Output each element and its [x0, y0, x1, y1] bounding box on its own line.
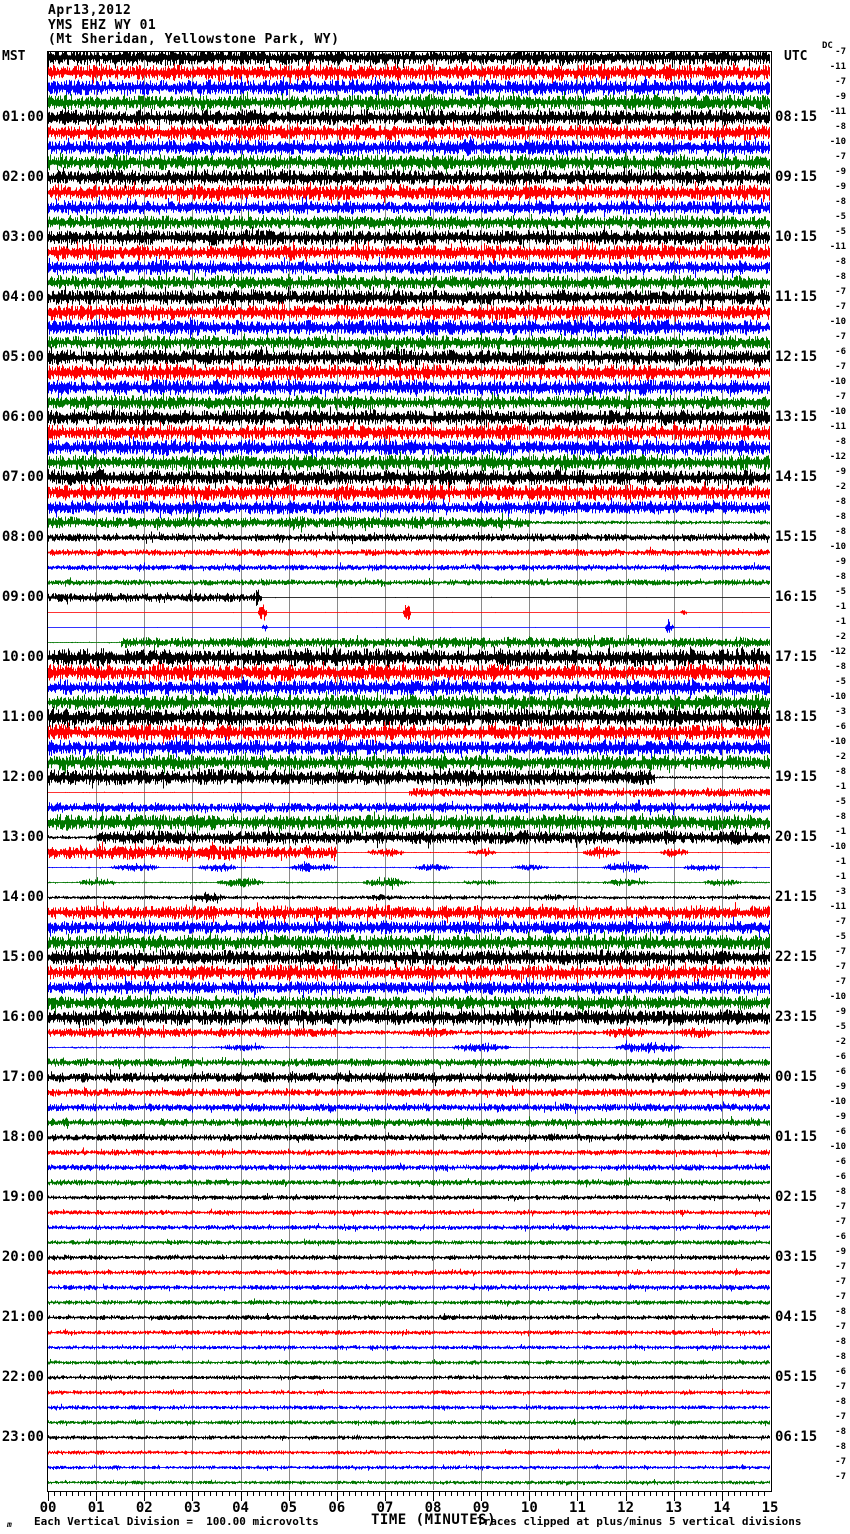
utc-label: 06:15	[775, 1429, 818, 1445]
dc-value: -10	[829, 377, 846, 387]
dc-value: -8	[835, 767, 846, 777]
mst-label: 02:00	[1, 169, 44, 185]
footer-mark: m	[7, 1520, 12, 1529]
dc-value: -8	[835, 1187, 846, 1197]
x-tick-label: 10	[520, 1500, 538, 1516]
x-tick-label: 13	[665, 1500, 683, 1516]
dc-value: -6	[835, 347, 846, 357]
dc-value: -7	[835, 1472, 846, 1482]
dc-value: -8	[835, 662, 846, 672]
dc-value: -6	[835, 722, 846, 732]
dc-value: -1	[835, 827, 846, 837]
dc-value: -6	[835, 1232, 846, 1242]
x-tick-label: 09	[472, 1500, 490, 1516]
dc-header-label: DC	[822, 41, 833, 51]
utc-label: 21:15	[775, 889, 818, 905]
dc-value: -7	[835, 1217, 846, 1227]
dc-value: -11	[829, 107, 846, 117]
dc-value: -7	[835, 947, 846, 957]
utc-label: 23:15	[775, 1009, 818, 1025]
dc-value: -8	[835, 437, 846, 447]
dc-value: -10	[829, 737, 846, 747]
dc-value: -6	[835, 1367, 846, 1377]
dc-value: -9	[835, 1112, 846, 1122]
time-axis-title: TIME (MINUTES)	[371, 1512, 497, 1528]
dc-value: -8	[835, 1352, 846, 1362]
mst-label: 09:00	[1, 589, 44, 605]
utc-label: 10:15	[775, 229, 818, 245]
utc-label: 02:15	[775, 1189, 818, 1205]
dc-value: -5	[835, 932, 846, 942]
dc-value: -6	[835, 1052, 846, 1062]
mst-label: 04:00	[1, 289, 44, 305]
dc-value: -1	[835, 857, 846, 867]
mst-label: 08:00	[1, 529, 44, 545]
dc-value: -9	[835, 557, 846, 567]
utc-label: 03:15	[775, 1249, 818, 1265]
mst-label: 06:00	[1, 409, 44, 425]
dc-value: -7	[835, 362, 846, 372]
mst-label: 20:00	[1, 1249, 44, 1265]
dc-value: -7	[835, 1322, 846, 1332]
x-tick-label: 00	[39, 1500, 57, 1516]
dc-value: -2	[835, 632, 846, 642]
mst-label: 17:00	[1, 1069, 44, 1085]
dc-value: -9	[835, 1082, 846, 1092]
mst-label: 13:00	[1, 829, 44, 845]
dc-value: -7	[835, 287, 846, 297]
mst-label: 12:00	[1, 769, 44, 785]
dc-value: -7	[835, 392, 846, 402]
dc-value: -11	[829, 902, 846, 912]
dc-value: -7	[835, 152, 846, 162]
x-tick-label: 05	[280, 1500, 298, 1516]
dc-value: -8	[835, 812, 846, 822]
utc-label: 20:15	[775, 829, 818, 845]
dc-value: -7	[835, 977, 846, 987]
dc-value: -12	[829, 452, 846, 462]
dc-value: -1	[835, 782, 846, 792]
dc-value: -11	[829, 422, 846, 432]
dc-value: -8	[835, 197, 846, 207]
dc-value: -2	[835, 752, 846, 762]
dc-value: -7	[835, 1277, 846, 1287]
mst-label: 01:00	[1, 109, 44, 125]
dc-value: -5	[835, 227, 846, 237]
dc-value: -10	[829, 1097, 846, 1107]
dc-value: -12	[829, 647, 846, 657]
mst-label: 23:00	[1, 1429, 44, 1445]
dc-value: -8	[835, 1397, 846, 1407]
dc-value: -10	[829, 137, 846, 147]
seismogram-canvas	[48, 52, 770, 1490]
x-axis-ticks	[48, 1491, 770, 1503]
dc-value: -7	[835, 917, 846, 927]
dc-value: -10	[829, 407, 846, 417]
dc-value: -8	[835, 272, 846, 282]
dc-value: -3	[835, 707, 846, 717]
dc-value: -8	[835, 512, 846, 522]
utc-label: 09:15	[775, 169, 818, 185]
utc-label: 12:15	[775, 349, 818, 365]
dc-value: -6	[835, 1172, 846, 1182]
dc-value: -9	[835, 1247, 846, 1257]
dc-value: -8	[835, 1307, 846, 1317]
x-tick-label: 07	[376, 1500, 394, 1516]
x-tick-label: 02	[135, 1500, 153, 1516]
dc-value: -5	[835, 212, 846, 222]
dc-value: -1	[835, 602, 846, 612]
dc-value: -9	[835, 467, 846, 477]
mst-label: 14:00	[1, 889, 44, 905]
x-tick-label: 08	[424, 1500, 442, 1516]
dc-value: -10	[829, 317, 846, 327]
x-tick-label: 03	[183, 1500, 201, 1516]
dc-value: -2	[835, 1037, 846, 1047]
dc-value: -7	[835, 1202, 846, 1212]
dc-value: -5	[835, 1022, 846, 1032]
utc-label: 08:15	[775, 109, 818, 125]
dc-value: -11	[829, 62, 846, 72]
utc-label: 15:15	[775, 529, 818, 545]
dc-value: -8	[835, 527, 846, 537]
station-title: YMS EHZ WY 01	[48, 18, 157, 33]
utc-axis-label: UTC	[784, 49, 808, 64]
x-tick-label: 11	[569, 1500, 586, 1516]
scale-note: Each Vertical Division = 100.00 microvolts	[34, 1515, 319, 1528]
dc-value: -7	[835, 1292, 846, 1302]
dc-value: -10	[829, 692, 846, 702]
dc-value: -6	[835, 1157, 846, 1167]
mst-label: 05:00	[1, 349, 44, 365]
utc-label: 16:15	[775, 589, 818, 605]
dc-value: -11	[829, 242, 846, 252]
dc-value: -10	[829, 842, 846, 852]
dc-value: -7	[835, 77, 846, 87]
mst-label: 15:00	[1, 949, 44, 965]
utc-label: 05:15	[775, 1369, 818, 1385]
dc-value: -7	[835, 302, 846, 312]
dc-value: -8	[835, 497, 846, 507]
dc-value: -7	[835, 1382, 846, 1392]
dc-value: -5	[835, 677, 846, 687]
dc-value: -6	[835, 1067, 846, 1077]
dc-value: -7	[835, 332, 846, 342]
x-tick-label: 06	[328, 1500, 346, 1516]
dc-value: -5	[835, 587, 846, 597]
dc-value: -8	[835, 257, 846, 267]
date-title: Apr13,2012	[48, 3, 132, 18]
dc-value: -7	[835, 1262, 846, 1272]
x-tick-label: 01	[87, 1500, 105, 1516]
dc-value: -8	[835, 1427, 846, 1437]
mst-label: 03:00	[1, 229, 44, 245]
mst-label: 16:00	[1, 1009, 44, 1025]
dc-value: -7	[835, 47, 846, 57]
utc-label: 17:15	[775, 649, 818, 665]
utc-label: 00:15	[775, 1069, 818, 1085]
x-tick-label: 14	[713, 1500, 731, 1516]
mst-axis-label: MST	[2, 49, 26, 64]
dc-value: -6	[835, 1127, 846, 1137]
mst-label: 22:00	[1, 1369, 44, 1385]
dc-value: -5	[835, 797, 846, 807]
location-title: (Mt Sheridan, Yellowstone Park, WY)	[48, 32, 340, 47]
dc-value: -8	[835, 122, 846, 132]
utc-label: 14:15	[775, 469, 818, 485]
dc-value: -9	[835, 182, 846, 192]
utc-label: 13:15	[775, 409, 818, 425]
x-tick-label: 04	[232, 1500, 249, 1516]
x-tick-label: 15	[761, 1500, 779, 1516]
utc-label: 22:15	[775, 949, 818, 965]
dc-value: -10	[829, 542, 846, 552]
dc-value: -10	[829, 1142, 846, 1152]
clip-note: Traces clipped at plus/minus 5 vertical divisions	[477, 1515, 802, 1528]
dc-value: -3	[835, 887, 846, 897]
dc-value: -9	[835, 92, 846, 102]
dc-value: -7	[835, 1457, 846, 1467]
mst-label: 18:00	[1, 1129, 44, 1145]
dc-value: -7	[835, 1412, 846, 1422]
dc-value: -9	[835, 167, 846, 177]
dc-value: -2	[835, 482, 846, 492]
dc-value: -1	[835, 872, 846, 882]
dc-value: -1	[835, 617, 846, 627]
mst-label: 19:00	[1, 1189, 44, 1205]
utc-label: 18:15	[775, 709, 818, 725]
mst-label: 21:00	[1, 1309, 44, 1325]
utc-label: 04:15	[775, 1309, 818, 1325]
utc-label: 11:15	[775, 289, 818, 305]
mst-label: 11:00	[1, 709, 44, 725]
mst-label: 10:00	[1, 649, 44, 665]
dc-value: -10	[829, 992, 846, 1002]
mst-label: 07:00	[1, 469, 44, 485]
dc-value: -8	[835, 1442, 846, 1452]
dc-value: -7	[835, 962, 846, 972]
utc-label: 01:15	[775, 1129, 818, 1145]
dc-value: -8	[835, 572, 846, 582]
dc-value: -8	[835, 1337, 846, 1347]
x-tick-label: 12	[617, 1500, 635, 1516]
utc-label: 19:15	[775, 769, 818, 785]
dc-value: -9	[835, 1007, 846, 1017]
